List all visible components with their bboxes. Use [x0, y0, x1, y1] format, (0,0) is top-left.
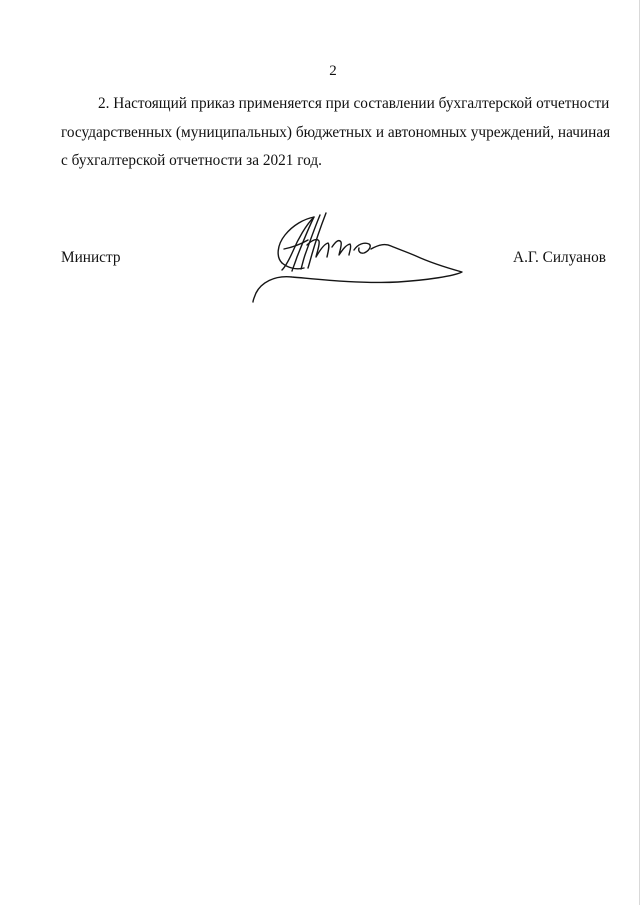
- signer-title: Министр: [61, 249, 121, 266]
- signer-name: А.Г. Силуанов: [513, 249, 606, 266]
- page-number: 2: [329, 63, 337, 79]
- signature-icon: [248, 205, 470, 305]
- paragraph-line-2: государственных (муниципальных) бюджетных и автономных учреждений, начиная: [61, 123, 611, 141]
- paragraph-line-3: с бухгалтерской отчетности за 2021 год.: [61, 152, 322, 169]
- paragraph-line-1: 2. Настоящий приказ применяется при составлении бухгалтерской отчетности: [98, 95, 610, 112]
